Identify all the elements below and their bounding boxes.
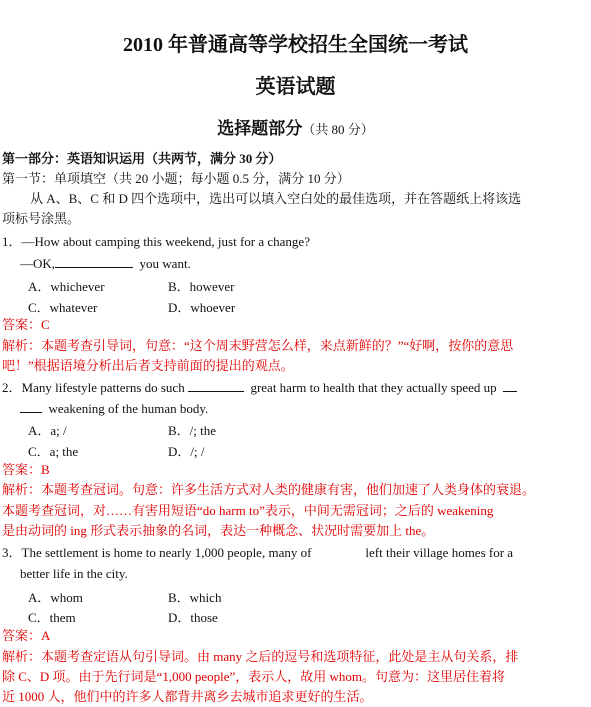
part1-instruction-line1: 从 A、B、C 和 D 四个选项中，选出可以填入空白处的最佳选项，并在答题纸上将该选 (30, 191, 522, 206)
question-3-number: 3． (2, 545, 22, 560)
question-1-blank (55, 255, 133, 268)
question-3-option-d[interactable]: D．those (168, 610, 218, 625)
section-title-text: 选择题部分 (217, 119, 303, 138)
question-2-stem-after: weakening of the human body. (48, 401, 209, 416)
question-1-stem-line1 (2, 234, 310, 249)
question-1-option-c[interactable]: C．whatever (28, 300, 98, 315)
question-2-blank-2a (503, 379, 517, 392)
question-1-option-a[interactable]: A．whichever (28, 279, 105, 294)
question-1-option-b[interactable]: B．however (168, 279, 235, 294)
question-1-analysis-line1: 解析：本题考查引导词，句意：“这个周末野营怎么样，来点新鲜的？”“好啊，按你的意思 (2, 338, 514, 353)
question-2-blank-1 (188, 379, 244, 392)
question-3-option-b[interactable]: B．which (168, 590, 222, 605)
part1-instruction-line2: 项标号涂黑。 (2, 211, 81, 226)
question-2-option-d[interactable]: D．/; / (168, 444, 205, 459)
question-2-answer: 答案：B (2, 462, 50, 477)
question-2-analysis-line2: 本题考查冠词，对……有害用短语“do harm to”表示，中间无需冠词；之后的 weakening (2, 503, 494, 518)
question-2-stem-line1 (2, 379, 517, 395)
section-note: （共 80 分） (302, 122, 374, 137)
question-3-option-a[interactable]: A．whom (28, 590, 83, 605)
part1-subheading: 第一节：单项填空（共 20 小题；每小题 0.5 分，满分 10 分） (2, 171, 350, 186)
question-1-number: 1． (2, 234, 22, 249)
question-1-answer: 答案：C (2, 317, 50, 332)
question-1-option-d[interactable]: D．whoever (168, 300, 236, 315)
question-2-analysis-line1: 解析：本题考查冠词。句意：许多生活方式对人类的健康有害，他们加速了人类身体的衰退。 (2, 482, 536, 497)
question-2-option-a[interactable]: A．a; / (28, 423, 67, 438)
part1-heading: 第一部分：英语知识运用（共两节，满分 30 分） (2, 151, 282, 166)
question-2-option-b[interactable]: B．/; the (168, 423, 217, 438)
question-2-analysis-line3: 是由动词的 ing 形式表示抽象的名词，表达一种概念、状况时需要加上 the。 (2, 523, 435, 538)
question-2-option-c[interactable]: C．a; the (28, 444, 79, 459)
question-3-analysis-line2: 除 C、D 项。由于先行词是“1,000 people”，表示人，故用 whom。句意为：这里居住着将 (2, 669, 506, 684)
question-2-stem-mid: great harm to health that they actually speed up (250, 380, 497, 395)
subject-title: 英语试题 (255, 76, 336, 98)
question-3-answer: 答案：A (2, 628, 51, 643)
question-1-stem-line2 (20, 255, 191, 271)
question-1-analysis-line2: 吧！”根据语境分析出后者支持前面的提出的观点。 (2, 358, 294, 373)
question-3-stem-line2: better life in the city. (20, 566, 128, 581)
section-title (0, 114, 591, 139)
question-3-analysis-line1: 解析：本题考查定语从句引导词。由 many 之后的逗号和选项特征，此处是主从句关系，排 (2, 649, 519, 664)
question-1-stem-text: —How about camping this weekend, just for a change? (21, 234, 310, 249)
question-1-stem-before: —OK, (20, 256, 56, 271)
question-2-stem-line2 (20, 400, 208, 416)
question-2-number: 2． (2, 380, 22, 395)
question-2-blank-2b (20, 400, 42, 413)
question-3-stem-before: The settlement is home to nearly 1,000 people, many of (21, 545, 312, 560)
question-2-stem-before: Many lifestyle patterns do such (21, 380, 185, 395)
question-3-stem-line1 (2, 545, 513, 560)
question-3-option-c[interactable]: C．them (28, 610, 76, 625)
exam-main-title: 2010 年普通高等学校招生全国统一考试 (123, 34, 468, 56)
question-1-stem-after: you want. (139, 256, 191, 271)
question-3-analysis-line3: 近 1000 人，他们中的许多人都背井离乡去城市追求更好的生活。 (2, 689, 373, 704)
question-3-stem-after: left their village homes for a (365, 545, 514, 560)
